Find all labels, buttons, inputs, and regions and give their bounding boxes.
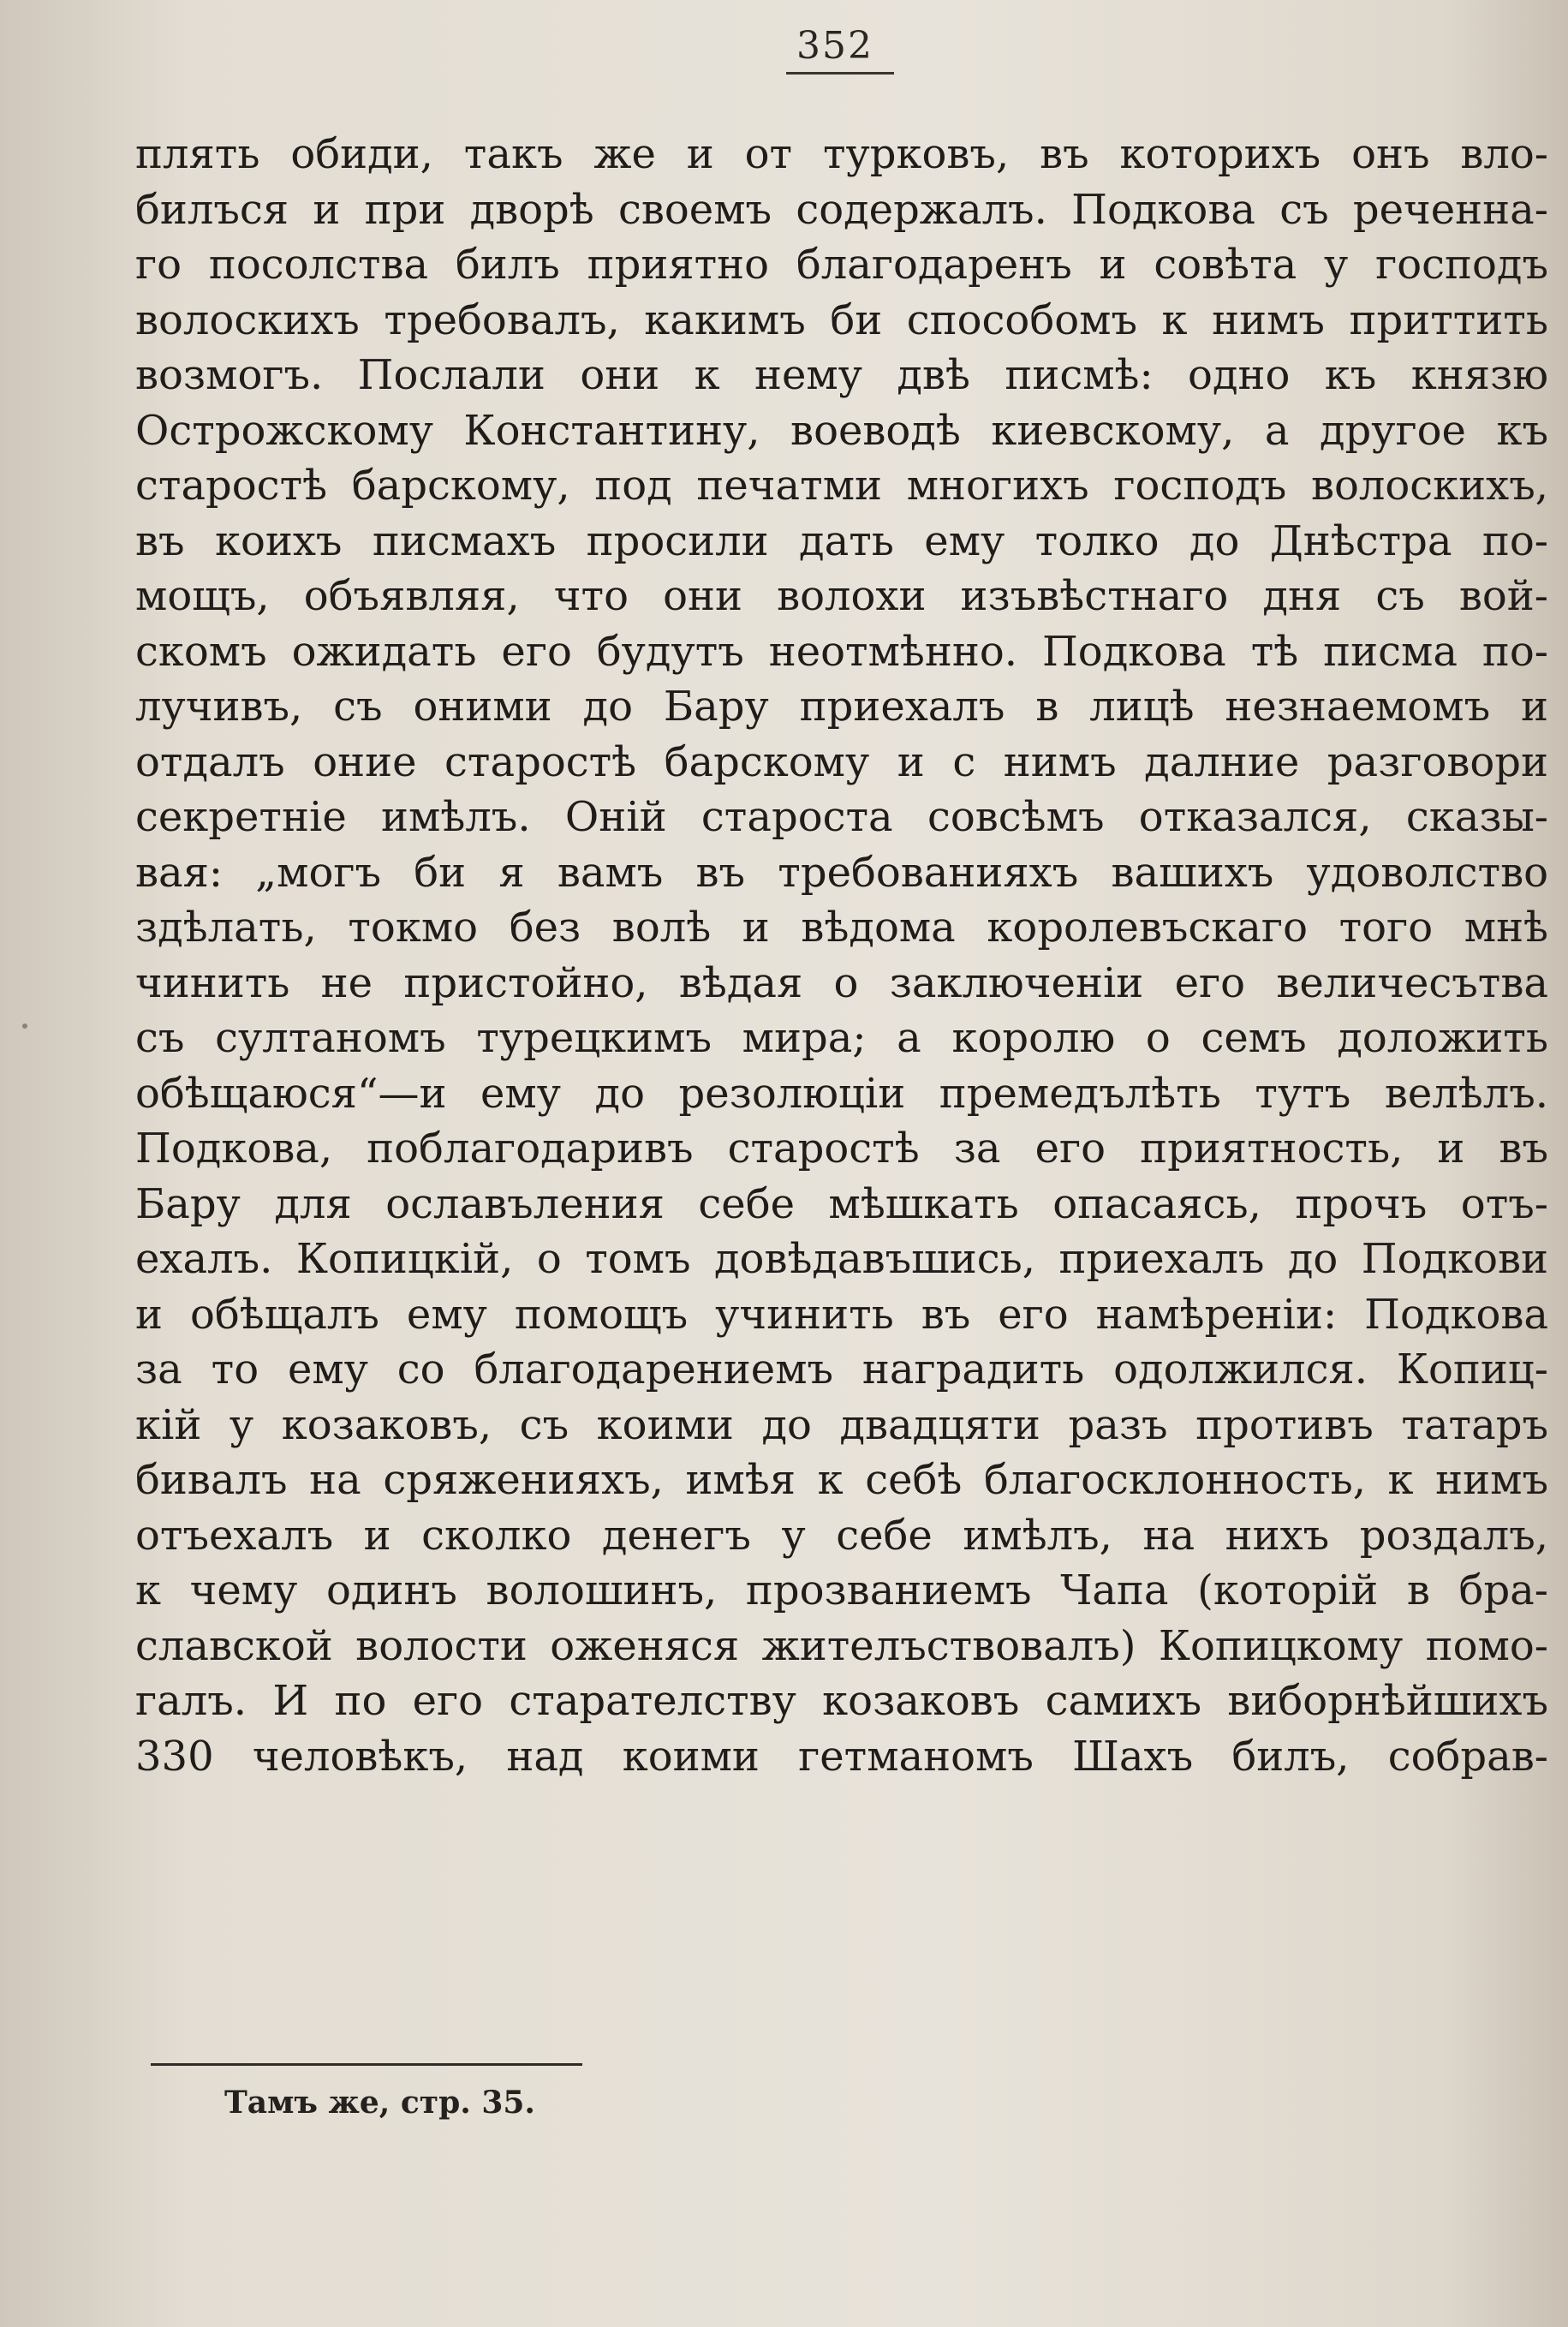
page-number: 352	[796, 24, 873, 68]
text-line: бивалъ на сряженияхъ, имѣя к себѣ благосклонность, к нимъ	[135, 1456, 1548, 1504]
text-line: здѣлать, токмо без волѣ и вѣдома королевъскаго того мнѣ	[135, 904, 1548, 952]
text-line: мощъ, объявляя, что они волохи изъвѣстнаго дня съ вой-	[135, 572, 1548, 620]
text-line: скомъ ожидать его будутъ неотмѣнно. Подкова тѣ писма по-	[135, 627, 1548, 676]
text-line: Бару для ославъления себе мѣшкать опасаясь, прочъ отъ-	[135, 1179, 1548, 1228]
text-line: го посолства билъ приятно благодаренъ и совѣта у господъ	[135, 241, 1548, 289]
text-line: въ коихъ писмахъ просили дать ему толко до Днѣстра по-	[135, 516, 1548, 565]
footnote-rule	[151, 2063, 582, 2066]
text-line: плять обиди, такъ же и от турковъ, въ которихъ онъ вло-	[135, 130, 1548, 178]
text-line: чинить не пристойно, вѣдая о заключеніи его величесътва	[135, 958, 1548, 1007]
text-line: галъ. И по его старателству козаковъ самихъ виборнѣйшихъ	[135, 1677, 1548, 1725]
text-line: волоскихъ требовалъ, какимъ би способомъ к нимъ приттить	[135, 295, 1548, 344]
text-line: Подкова, поблагодаривъ старостѣ за его приятность, и въ	[135, 1125, 1548, 1172]
text-line: отъехалъ и сколко денегъ у себе имѣлъ, на нихъ роздалъ,	[135, 1511, 1548, 1560]
text-line: 330 человѣкъ, над коими гетманомъ Шахъ билъ, собрав-	[135, 1732, 1548, 1781]
text-line: ехалъ. Копицкій, о томъ довѣдавъшись, приехалъ до Подкови	[135, 1235, 1548, 1283]
page-number-rule	[786, 72, 894, 75]
footnote: Тамъ же, стр. 35.	[224, 2085, 535, 2121]
text-line: Острожскому Константину, воеводѣ киевскому, а другое къ	[135, 406, 1548, 455]
text-line: билъся и при дворѣ своемъ содержалъ. Подкова съ реченна-	[135, 185, 1548, 234]
text-line: съ султаномъ турецкимъ мира; а королю о семъ доложить	[135, 1014, 1548, 1062]
text-line: отдалъ оние старостѣ барскому и с нимъ далние разговори	[135, 737, 1548, 786]
text-line: кій у козаковъ, съ коими до двадцяти разъ противъ татаръ	[135, 1400, 1548, 1449]
text-line: старостѣ барскому, под печатми многихъ господъ волоскихъ,	[135, 462, 1548, 510]
text-line: славской волости оженяся жителъствовалъ) Копицкому помо-	[135, 1621, 1548, 1670]
text-line: вая: „могъ би я вамъ въ требованияхъ вашихъ удоволство	[135, 848, 1548, 897]
text-line: возмогъ. Послали они к нему двѣ писмѣ: одно къ князю	[135, 351, 1548, 399]
page-edge-mark	[22, 1023, 27, 1029]
text-line: и обѣщалъ ему помощъ учинить въ его намѣреніи: Подкова	[135, 1290, 1548, 1339]
text-line: за то ему со благодарениемъ наградить одолжился. Копиц-	[135, 1345, 1548, 1393]
text-line: обѣщаюся“—и ему до резолюціи премедълѣть тутъ велѣлъ.	[135, 1069, 1548, 1118]
text-line: лучивъ, съ оними до Бару приехалъ в лицѣ незнаемомъ и	[135, 683, 1548, 731]
main-text	[135, 127, 1548, 1784]
text-line: секретніе имѣлъ. Оній староста совсѣмъ отказался, сказы-	[135, 793, 1548, 841]
text-line: к чему одинъ волошинъ, прозваниемъ Чапа (которій в бра-	[135, 1566, 1548, 1614]
